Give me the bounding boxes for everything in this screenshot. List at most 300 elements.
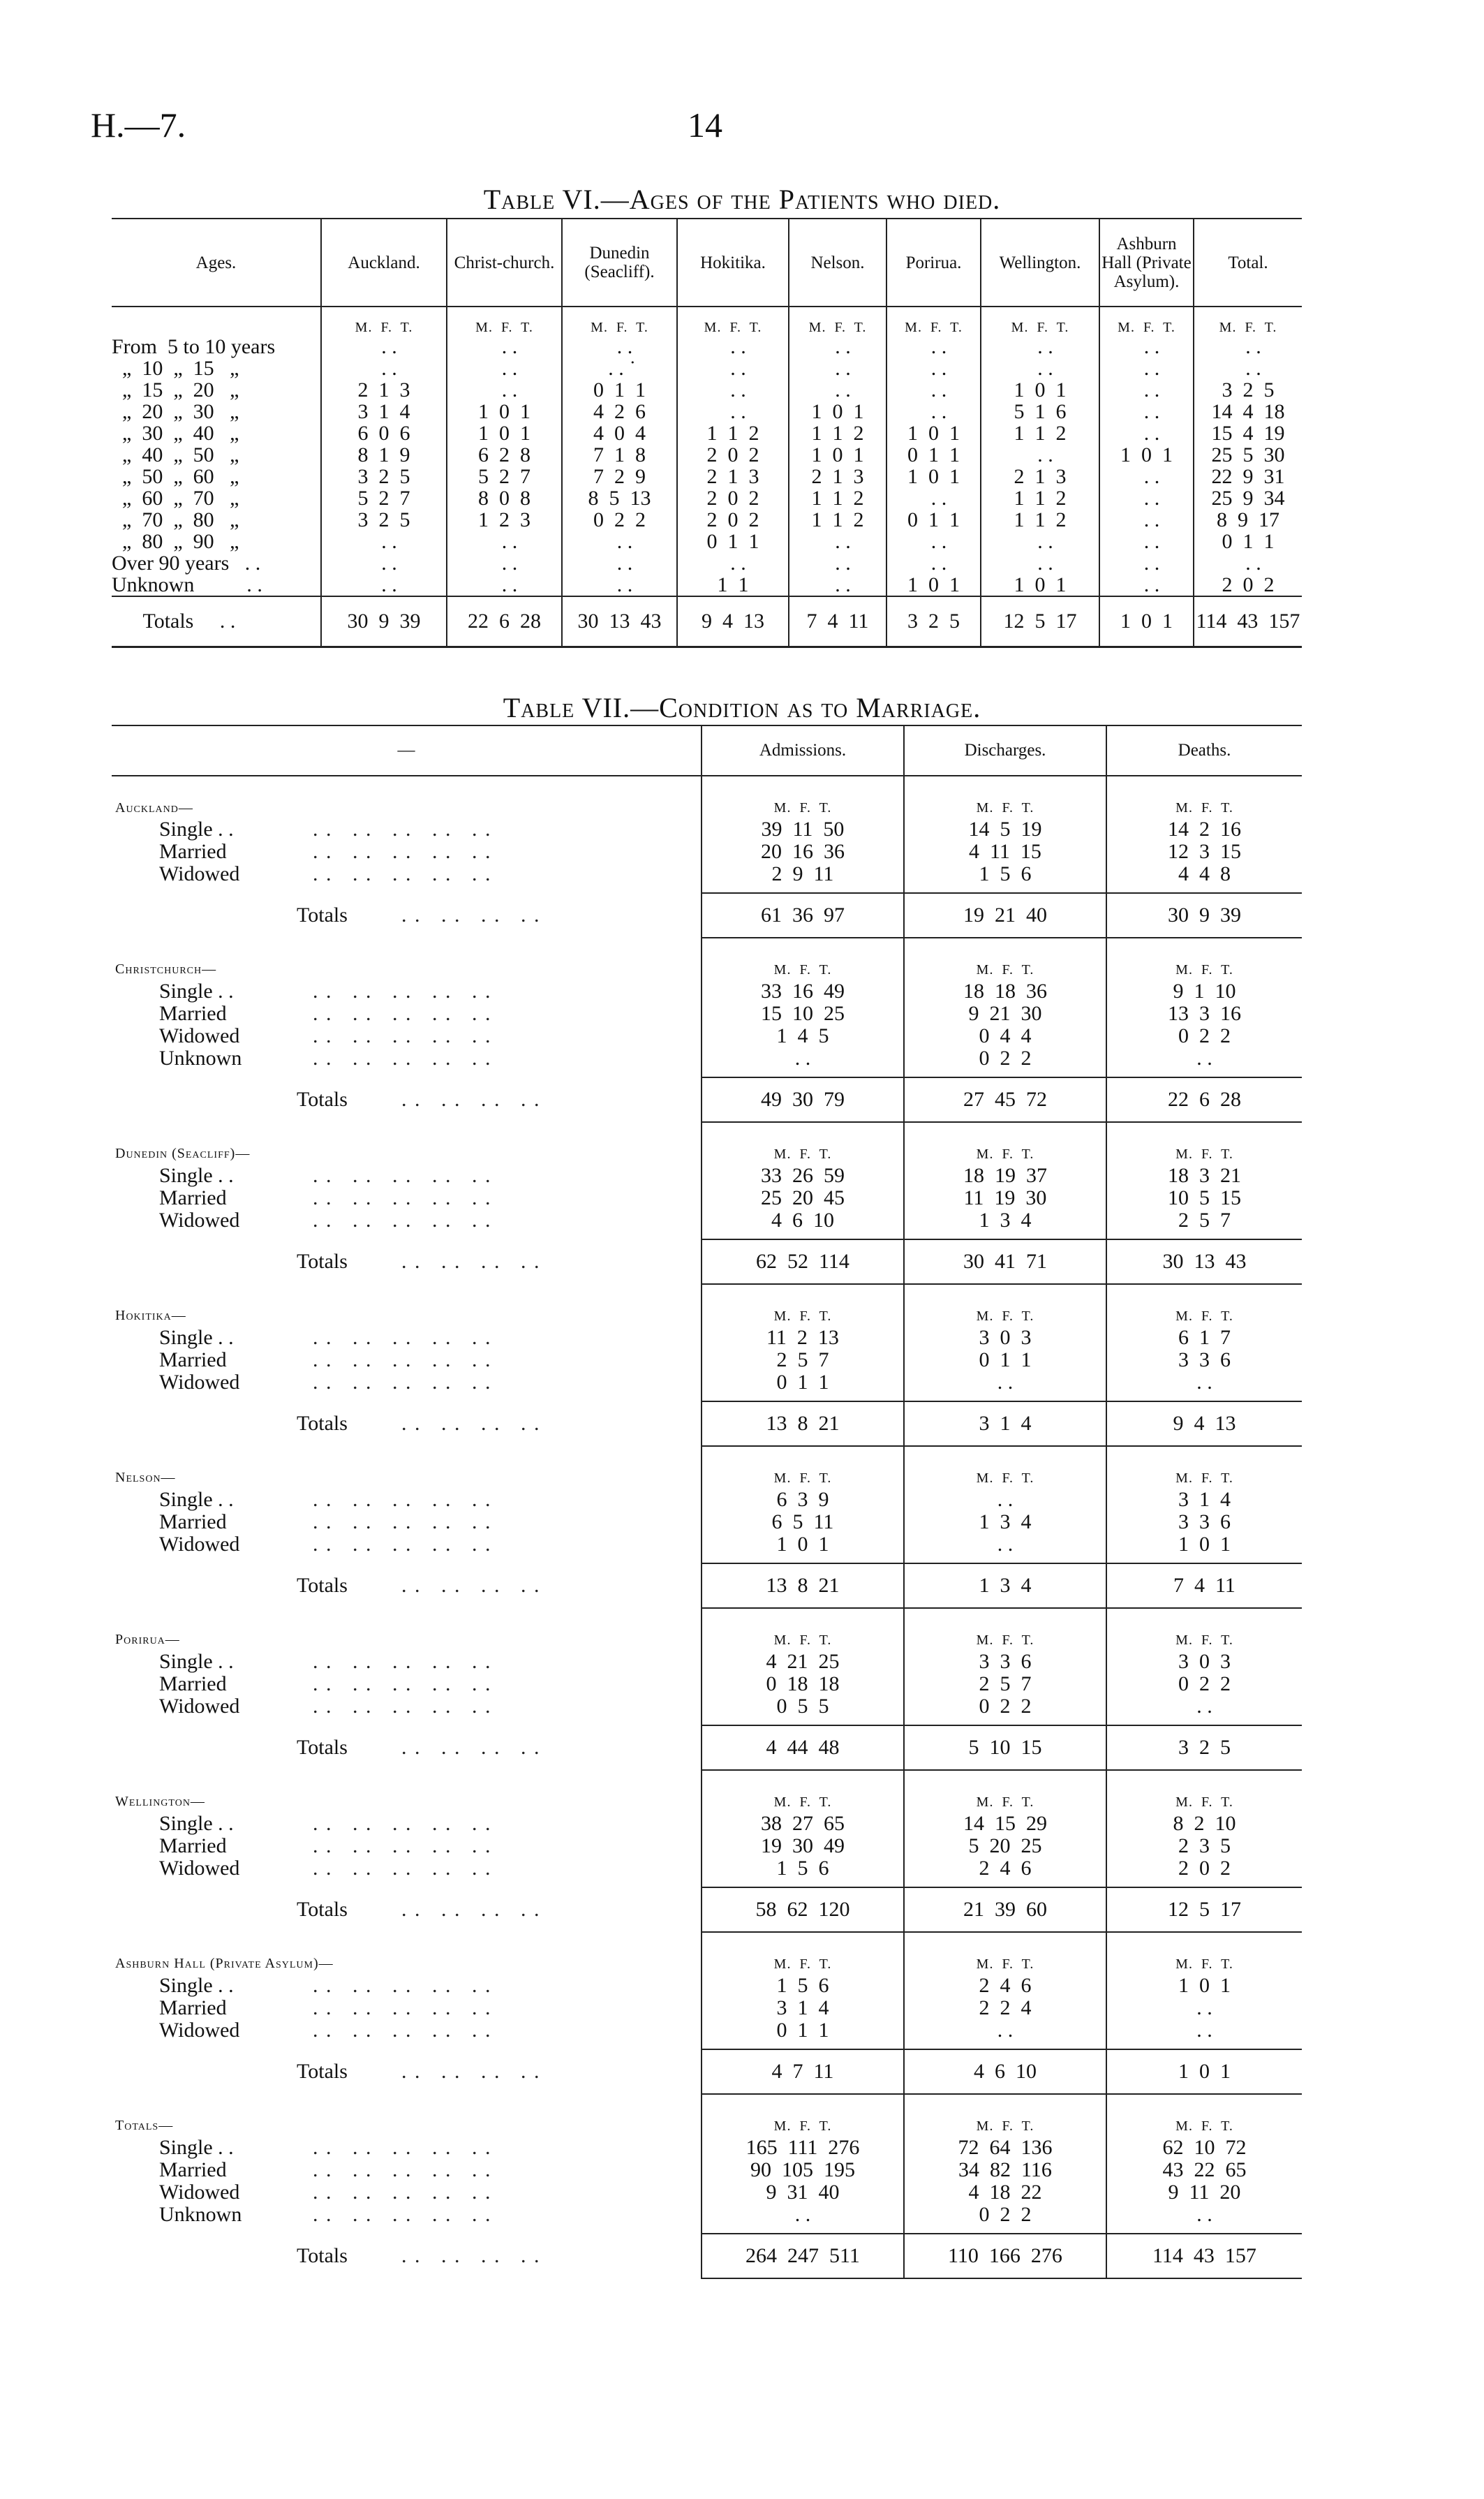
cell-dunedin: 4 0 4 — [562, 422, 677, 444]
col-wellington: Wellington. — [981, 219, 1099, 307]
cell-discharges: 34 82 116 — [904, 2159, 1106, 2181]
totals-text: Totals — [297, 1574, 348, 1597]
total-discharges: 21 39 60 — [904, 1887, 1106, 1932]
spacer-row — [112, 1070, 1302, 1077]
total-porirua: 3 2 5 — [886, 596, 981, 647]
status-text: Widowed — [159, 862, 240, 885]
leader-dots: . . . . . . . . — [401, 1736, 541, 1759]
total-discharges: 19 21 40 — [904, 893, 1106, 938]
cell-deaths: 2 0 2 — [1106, 1857, 1302, 1880]
cell-deaths: 62 10 72 — [1106, 2137, 1302, 2159]
marital-status-label — [112, 841, 702, 863]
leader-dots: . . . . . . . . . . — [313, 2136, 492, 2159]
cell-nelson: 1 1 2 — [789, 509, 886, 531]
cell-deaths: . . — [1106, 1695, 1302, 1718]
mft-label: M. F. T. — [904, 2094, 1106, 2137]
marital-status-label — [112, 1047, 702, 1070]
cell-auckland: . . — [321, 531, 447, 552]
cell-discharges: 0 4 4 — [904, 1025, 1106, 1047]
cell-wellington: . . — [981, 336, 1099, 357]
cell-deaths: 0 2 2 — [1106, 1673, 1302, 1695]
spacer — [904, 1880, 1106, 1887]
spacer — [904, 1718, 1106, 1725]
cell-porirua: . . — [886, 336, 981, 357]
marriage-row — [112, 2181, 1302, 2204]
cell-auckland: 8 1 9 — [321, 444, 447, 466]
cell-dunedin: 0 1 1 — [562, 379, 677, 401]
group-totals-label — [112, 1401, 702, 1446]
leader-dots: . . . . . . . . . . — [313, 840, 492, 863]
cell-admissions: 4 6 10 — [702, 1209, 904, 1232]
status-text: Single . . — [159, 2136, 234, 2159]
cell-deaths: . . — [1106, 1997, 1302, 2019]
leader-dots: . . . . . . . . . . — [313, 1974, 492, 1997]
group-totals-label — [112, 2234, 702, 2278]
marriage-row — [112, 1533, 1302, 1556]
cell-porirua: 1 0 1 — [886, 466, 981, 487]
total-deaths: 30 9 39 — [1106, 893, 1302, 938]
mft-label: M. F. T. — [702, 1446, 904, 1489]
marital-status-label — [112, 2159, 702, 2181]
cell-wellington: 2 1 3 — [981, 466, 1099, 487]
cell-discharges: 2 2 4 — [904, 1997, 1106, 2019]
cell-admissions: 1 5 6 — [702, 1975, 904, 1997]
leader-dots: . . . . . . . . . . — [313, 2158, 492, 2181]
spacer-row — [112, 2042, 1302, 2049]
cell-wellington: . . — [981, 357, 1099, 379]
mft-label: M. F. T. — [886, 307, 981, 336]
cell-porirua: . . — [886, 379, 981, 401]
cell-discharges: . . — [904, 1489, 1106, 1511]
age-range-label: „ 50 „ 60 „ — [112, 465, 239, 488]
mft-header-row — [112, 938, 1302, 980]
cell-nelson: 1 0 1 — [789, 444, 886, 466]
marriage-row — [112, 1371, 1302, 1394]
cell-christchurch: . . — [447, 336, 562, 357]
cell-ashburn-hall: . . — [1099, 336, 1194, 357]
group-totals-row — [112, 1077, 1302, 1122]
marital-status-label — [112, 863, 702, 885]
status-text: Single . . — [159, 1164, 234, 1187]
group-totals-label — [112, 2049, 702, 2094]
cell-christchurch: . . — [447, 552, 562, 574]
cell-deaths: . . — [1106, 1371, 1302, 1394]
total-auckland: 30 9 39 — [321, 596, 447, 647]
marital-status-label — [112, 1997, 702, 2019]
cell-dunedin: 7 2 9 — [562, 466, 677, 487]
spacer — [1106, 885, 1302, 893]
total-discharges: 4 6 10 — [904, 2049, 1106, 2094]
status-text: Unknown — [159, 1047, 242, 1070]
total-dunedin: 30 13 43 — [562, 596, 677, 647]
total-wellington: 12 5 17 — [981, 596, 1099, 647]
cell-admissions: 2 5 7 — [702, 1349, 904, 1371]
age-range-label: „ 70 „ 80 „ — [112, 508, 239, 531]
marital-status-label — [112, 1371, 702, 1394]
mft-label: M. F. T. — [904, 1932, 1106, 1975]
cell-deaths: 3 3 6 — [1106, 1511, 1302, 1533]
cell-deaths: 13 3 16 — [1106, 1003, 1302, 1025]
cell-discharges: 0 2 2 — [904, 1695, 1106, 1718]
cell-admissions: 90 105 195 — [702, 2159, 904, 2181]
cell-ashburn-hall: . . — [1099, 357, 1194, 379]
cell-deaths: 8 2 10 — [1106, 1813, 1302, 1835]
group-heading: Wellington— — [115, 1794, 205, 1809]
leader-dots: . . . . . . . . . . — [313, 1812, 492, 1835]
leader-dots: . . . . . . . . . . — [313, 1209, 492, 1232]
cell-deaths: 9 11 20 — [1106, 2181, 1302, 2204]
totals-text: Totals — [297, 1898, 348, 1921]
cell-dunedin: . . ˙ — [562, 357, 677, 379]
marriage-row — [112, 863, 1302, 885]
cell-total: 15 4 19 — [1194, 422, 1302, 444]
marital-status-label — [112, 818, 702, 841]
marital-status-label — [112, 1489, 702, 1511]
leader-dots: . . . . . . . . . . — [313, 1348, 492, 1371]
age-row — [112, 336, 1302, 357]
marital-status-label — [112, 1003, 702, 1025]
cell-total: 2 0 2 — [1194, 574, 1302, 596]
cell-deaths: 0 2 2 — [1106, 1025, 1302, 1047]
cell-discharges: 18 18 36 — [904, 980, 1106, 1003]
spacer — [702, 1718, 904, 1725]
cell-ashburn-hall: . . — [1099, 422, 1194, 444]
cell-wellington: . . — [981, 531, 1099, 552]
status-text: Unknown — [159, 2203, 242, 2226]
cell-deaths: . . — [1106, 2204, 1302, 2226]
cell-admissions: 38 27 65 — [702, 1813, 904, 1835]
spacer — [904, 885, 1106, 893]
spacer-row — [112, 2226, 1302, 2234]
marital-status-label — [112, 1187, 702, 1209]
cell-discharges: 2 4 6 — [904, 1975, 1106, 1997]
total-nelson: 7 4 11 — [789, 596, 886, 647]
marriage-table-body — [112, 776, 1302, 2278]
spacer — [702, 2226, 904, 2234]
cell-hokitika: 2 0 2 — [677, 444, 789, 466]
group-totals-row — [112, 1563, 1302, 1608]
mft-label: M. F. T. — [702, 1770, 904, 1813]
age-row — [112, 466, 1302, 487]
group-totals-label — [112, 1239, 702, 1284]
cell-auckland: . . — [321, 357, 447, 379]
cell-admissions: 0 1 1 — [702, 1371, 904, 1394]
cell-discharges: 5 20 25 — [904, 1835, 1106, 1857]
total-admissions: 13 8 21 — [702, 1563, 904, 1608]
total-admissions: 49 30 79 — [702, 1077, 904, 1122]
cell-auckland: 6 0 6 — [321, 422, 447, 444]
totals-label: Totals . . — [112, 596, 321, 647]
cell-porirua: 1 0 1 — [886, 422, 981, 444]
status-text: Widowed — [159, 1209, 240, 1232]
col-christchurch: Christ-church. — [447, 219, 562, 307]
spacer — [112, 1880, 702, 1887]
col-deaths: Deaths. — [1106, 725, 1302, 776]
spacer — [112, 1556, 702, 1563]
cell-admissions: 0 5 5 — [702, 1695, 904, 1718]
total-discharges: 5 10 15 — [904, 1725, 1106, 1770]
leader-dots: . . . . . . . . — [401, 1250, 541, 1273]
group-totals-row — [112, 1725, 1302, 1770]
cell-admissions: 39 11 50 — [702, 818, 904, 841]
cell-discharges: 2 4 6 — [904, 1857, 1106, 1880]
mft-header-row — [112, 307, 1302, 336]
totals-text: Totals — [297, 1736, 348, 1759]
col-ashburn-hall: Ashburn Hall (Private Asylum). — [1099, 219, 1194, 307]
marital-status-label — [112, 1209, 702, 1232]
cell-discharges: . . — [904, 2019, 1106, 2042]
total-discharges: 1 3 4 — [904, 1563, 1106, 1608]
leader-dots: . . . . . . . . . . — [313, 1672, 492, 1695]
spacer-row — [112, 1556, 1302, 1563]
spacer — [904, 2226, 1106, 2234]
cell-hokitika: . . — [677, 336, 789, 357]
cell-discharges: 1 3 4 — [904, 1511, 1106, 1533]
leader-dots: . . . . . . . . . . — [313, 862, 492, 885]
cell-hokitika: 2 0 2 — [677, 487, 789, 509]
total-christchurch: 22 6 28 — [447, 596, 562, 647]
group-totals-label — [112, 1725, 702, 1770]
marriage-row — [112, 1651, 1302, 1673]
cell-porirua: 0 1 1 — [886, 509, 981, 531]
cell-discharges: 14 15 29 — [904, 1813, 1106, 1835]
age-row — [112, 357, 1302, 379]
mft-label: M. F. T. — [789, 307, 886, 336]
leader-dots: . . . . . . . . . . — [313, 1488, 492, 1511]
spacer — [112, 2042, 702, 2049]
cell-discharges: 1 5 6 — [904, 863, 1106, 885]
mft-label: M. F. T. — [702, 1284, 904, 1327]
col-discharges: Discharges. — [904, 725, 1106, 776]
group-totals-row — [112, 2049, 1302, 2094]
cell-discharges: 9 21 30 — [904, 1003, 1106, 1025]
spacer — [112, 1232, 702, 1239]
spacer — [1106, 1394, 1302, 1401]
cell-admissions: 0 1 1 — [702, 2019, 904, 2042]
age-row — [112, 379, 1302, 401]
marriage-row — [112, 1025, 1302, 1047]
cell-hokitika: 1 1 2 — [677, 422, 789, 444]
cell-discharges: . . — [904, 1533, 1106, 1556]
cell-admissions: 0 18 18 — [702, 1673, 904, 1695]
group-totals-row — [112, 1887, 1302, 1932]
cell-deaths: . . — [1106, 1047, 1302, 1070]
mft-label: M. F. T. — [904, 938, 1106, 980]
spacer — [702, 1556, 904, 1563]
leader-dots: . . . . . . . . . . — [313, 1996, 492, 2019]
cell-nelson: 2 1 3 — [789, 466, 886, 487]
group-totals-row — [112, 1401, 1302, 1446]
marriage-row — [112, 980, 1302, 1003]
cell-admissions: 165 111 276 — [702, 2137, 904, 2159]
col-dunedin: Dunedin (Seacliff). — [562, 219, 677, 307]
total-discharges: 110 166 276 — [904, 2234, 1106, 2278]
marriage-row — [112, 1673, 1302, 1695]
total-admissions: 58 62 120 — [702, 1887, 904, 1932]
spacer — [702, 885, 904, 893]
spacer — [702, 1070, 904, 1077]
cell-total: 14 4 18 — [1194, 401, 1302, 422]
spacer — [1106, 1880, 1302, 1887]
total-deaths: 22 6 28 — [1106, 1077, 1302, 1122]
cell-christchurch: 8 0 8 — [447, 487, 562, 509]
cell-dunedin: . . — [562, 531, 677, 552]
cell-ashburn-hall: . . — [1099, 401, 1194, 422]
cell-hokitika: . . — [677, 357, 789, 379]
cell-admissions: 19 30 49 — [702, 1835, 904, 1857]
marriage-row — [112, 1857, 1302, 1880]
marriage-row — [112, 2137, 1302, 2159]
cell-ashburn-hall: . . — [1099, 466, 1194, 487]
cell-wellington: 1 0 1 — [981, 379, 1099, 401]
cell-total: 25 9 34 — [1194, 487, 1302, 509]
group-heading: Christchurch— — [115, 961, 217, 977]
spacer — [904, 1556, 1106, 1563]
marriage-row — [112, 1165, 1302, 1187]
mft-label: M. F. T. — [904, 1122, 1106, 1165]
mft-label: M. F. T. — [321, 307, 447, 336]
spacer — [112, 1394, 702, 1401]
cell-christchurch: . . — [447, 574, 562, 596]
leader-dots: . . . . . . . . . . — [313, 1047, 492, 1070]
cell-dunedin: . . — [562, 574, 677, 596]
mft-label: M. F. T. — [1099, 307, 1194, 336]
cell-dunedin: . . — [562, 552, 677, 574]
marital-status-label — [112, 1695, 702, 1718]
cell-discharges: 11 19 30 — [904, 1187, 1106, 1209]
cell-total: 0 1 1 — [1194, 531, 1302, 552]
status-text: Widowed — [159, 1533, 240, 1556]
cell-ashburn-hall: . . — [1099, 487, 1194, 509]
cell-hokitika: . . — [677, 552, 789, 574]
status-text: Married — [159, 2158, 227, 2181]
cell-christchurch: . . — [447, 357, 562, 379]
cell-dunedin: 7 1 8 — [562, 444, 677, 466]
spacer — [904, 1232, 1106, 1239]
group-totals-row — [112, 893, 1302, 938]
spacer — [112, 885, 702, 893]
mft-label: M. F. T. — [1106, 1122, 1302, 1165]
mft-label: M. F. T. — [702, 1932, 904, 1975]
spacer — [904, 1070, 1106, 1077]
marriage-row — [112, 841, 1302, 863]
cell-christchurch: 1 2 3 — [447, 509, 562, 531]
mft-header-row — [112, 1608, 1302, 1651]
mft-label: M. F. T. — [1106, 1932, 1302, 1975]
cell-nelson: . . — [789, 531, 886, 552]
total-discharges: 30 41 71 — [904, 1239, 1106, 1284]
spacer — [1106, 1070, 1302, 1077]
marital-status-label — [112, 1835, 702, 1857]
table7-title — [0, 691, 1484, 724]
age-range-label: „ 80 „ 90 „ — [112, 530, 239, 553]
marital-status-label — [112, 980, 702, 1003]
leader-dots: . . . . . . . . . . — [313, 1650, 492, 1673]
leader-dots: . . . . . . . . . . — [313, 2203, 492, 2226]
ages-of-patients-table — [112, 218, 1302, 648]
age-range-label: „ 20 „ 30 „ — [112, 400, 239, 423]
mft-label: M. F. T. — [981, 307, 1099, 336]
mft-label: M. F. T. — [447, 307, 562, 336]
cell-auckland: 3 2 5 — [321, 466, 447, 487]
group-totals-label — [112, 893, 702, 938]
status-text: Married — [159, 1510, 227, 1533]
cell-porirua: 1 0 1 — [886, 574, 981, 596]
marriage-row — [112, 1835, 1302, 1857]
status-text: Widowed — [159, 2019, 240, 2042]
total-deaths: 30 13 43 — [1106, 1239, 1302, 1284]
status-text: Single . . — [159, 818, 234, 841]
cell-deaths: 14 2 16 — [1106, 818, 1302, 841]
cell-deaths: 1 0 1 — [1106, 1533, 1302, 1556]
table6-title-prefix: Table VI. — [483, 184, 601, 215]
cell-auckland: 3 1 4 — [321, 401, 447, 422]
marriage-row — [112, 2159, 1302, 2181]
cell-deaths: 2 5 7 — [1106, 1209, 1302, 1232]
cell-auckland: 5 2 7 — [321, 487, 447, 509]
totals-text: Totals — [297, 2060, 348, 2083]
cell-admissions: 3 1 4 — [702, 1997, 904, 2019]
leader-dots: . . . . . . . . . . — [313, 980, 492, 1003]
cell-discharges: 18 19 37 — [904, 1165, 1106, 1187]
leader-dots: . . . . . . . . . . — [313, 1857, 492, 1880]
condition-as-to-marriage-table — [112, 725, 1302, 2279]
marriage-row — [112, 1003, 1302, 1025]
totals-text: Totals — [297, 1412, 348, 1435]
group-totals-label — [112, 1563, 702, 1608]
leader-dots: . . . . . . . . — [401, 1574, 541, 1597]
leader-dots: . . . . . . . . . . — [313, 1371, 492, 1394]
cell-wellington: 1 0 1 — [981, 574, 1099, 596]
status-text: Single . . — [159, 1326, 234, 1349]
cell-admissions: 1 5 6 — [702, 1857, 904, 1880]
group-heading: Dunedin (Seacliff)— — [115, 1146, 251, 1161]
col-auckland: Auckland. — [321, 219, 447, 307]
cell-nelson: 1 1 2 — [789, 422, 886, 444]
cell-discharges: 0 2 2 — [904, 2204, 1106, 2226]
cell-discharges: . . — [904, 1371, 1106, 1394]
cell-total: . . — [1194, 552, 1302, 574]
spacer — [112, 1718, 702, 1725]
age-row — [112, 401, 1302, 422]
cell-christchurch: 6 2 8 — [447, 444, 562, 466]
cell-deaths: 4 4 8 — [1106, 863, 1302, 885]
cell-deaths: 3 0 3 — [1106, 1651, 1302, 1673]
cell-admissions: 11 2 13 — [702, 1327, 904, 1349]
marriage-row — [112, 818, 1302, 841]
leader-dots: . . . . . . . . . . — [313, 1510, 492, 1533]
spacer-row — [112, 1718, 1302, 1725]
marriage-row — [112, 1997, 1302, 2019]
cell-deaths: 3 1 4 — [1106, 1489, 1302, 1511]
total-admissions: 4 7 11 — [702, 2049, 904, 2094]
cell-auckland: . . — [321, 336, 447, 357]
mft-header-row — [112, 2094, 1302, 2137]
total-total: 114 43 157 — [1194, 596, 1302, 647]
mft-header-row — [112, 776, 1302, 818]
cell-deaths: . . — [1106, 2019, 1302, 2042]
marital-status-label — [112, 1813, 702, 1835]
total-admissions: 62 52 114 — [702, 1239, 904, 1284]
status-text: Widowed — [159, 1024, 240, 1047]
cell-admissions: 6 5 11 — [702, 1511, 904, 1533]
cell-ashburn-hall: . . — [1099, 574, 1194, 596]
col-admissions: Admissions. — [702, 725, 904, 776]
cell-dunedin: . . — [562, 336, 677, 357]
marriage-row — [112, 2204, 1302, 2226]
cell-nelson: . . — [789, 357, 886, 379]
age-range-label: Over 90 years . . — [112, 552, 261, 575]
